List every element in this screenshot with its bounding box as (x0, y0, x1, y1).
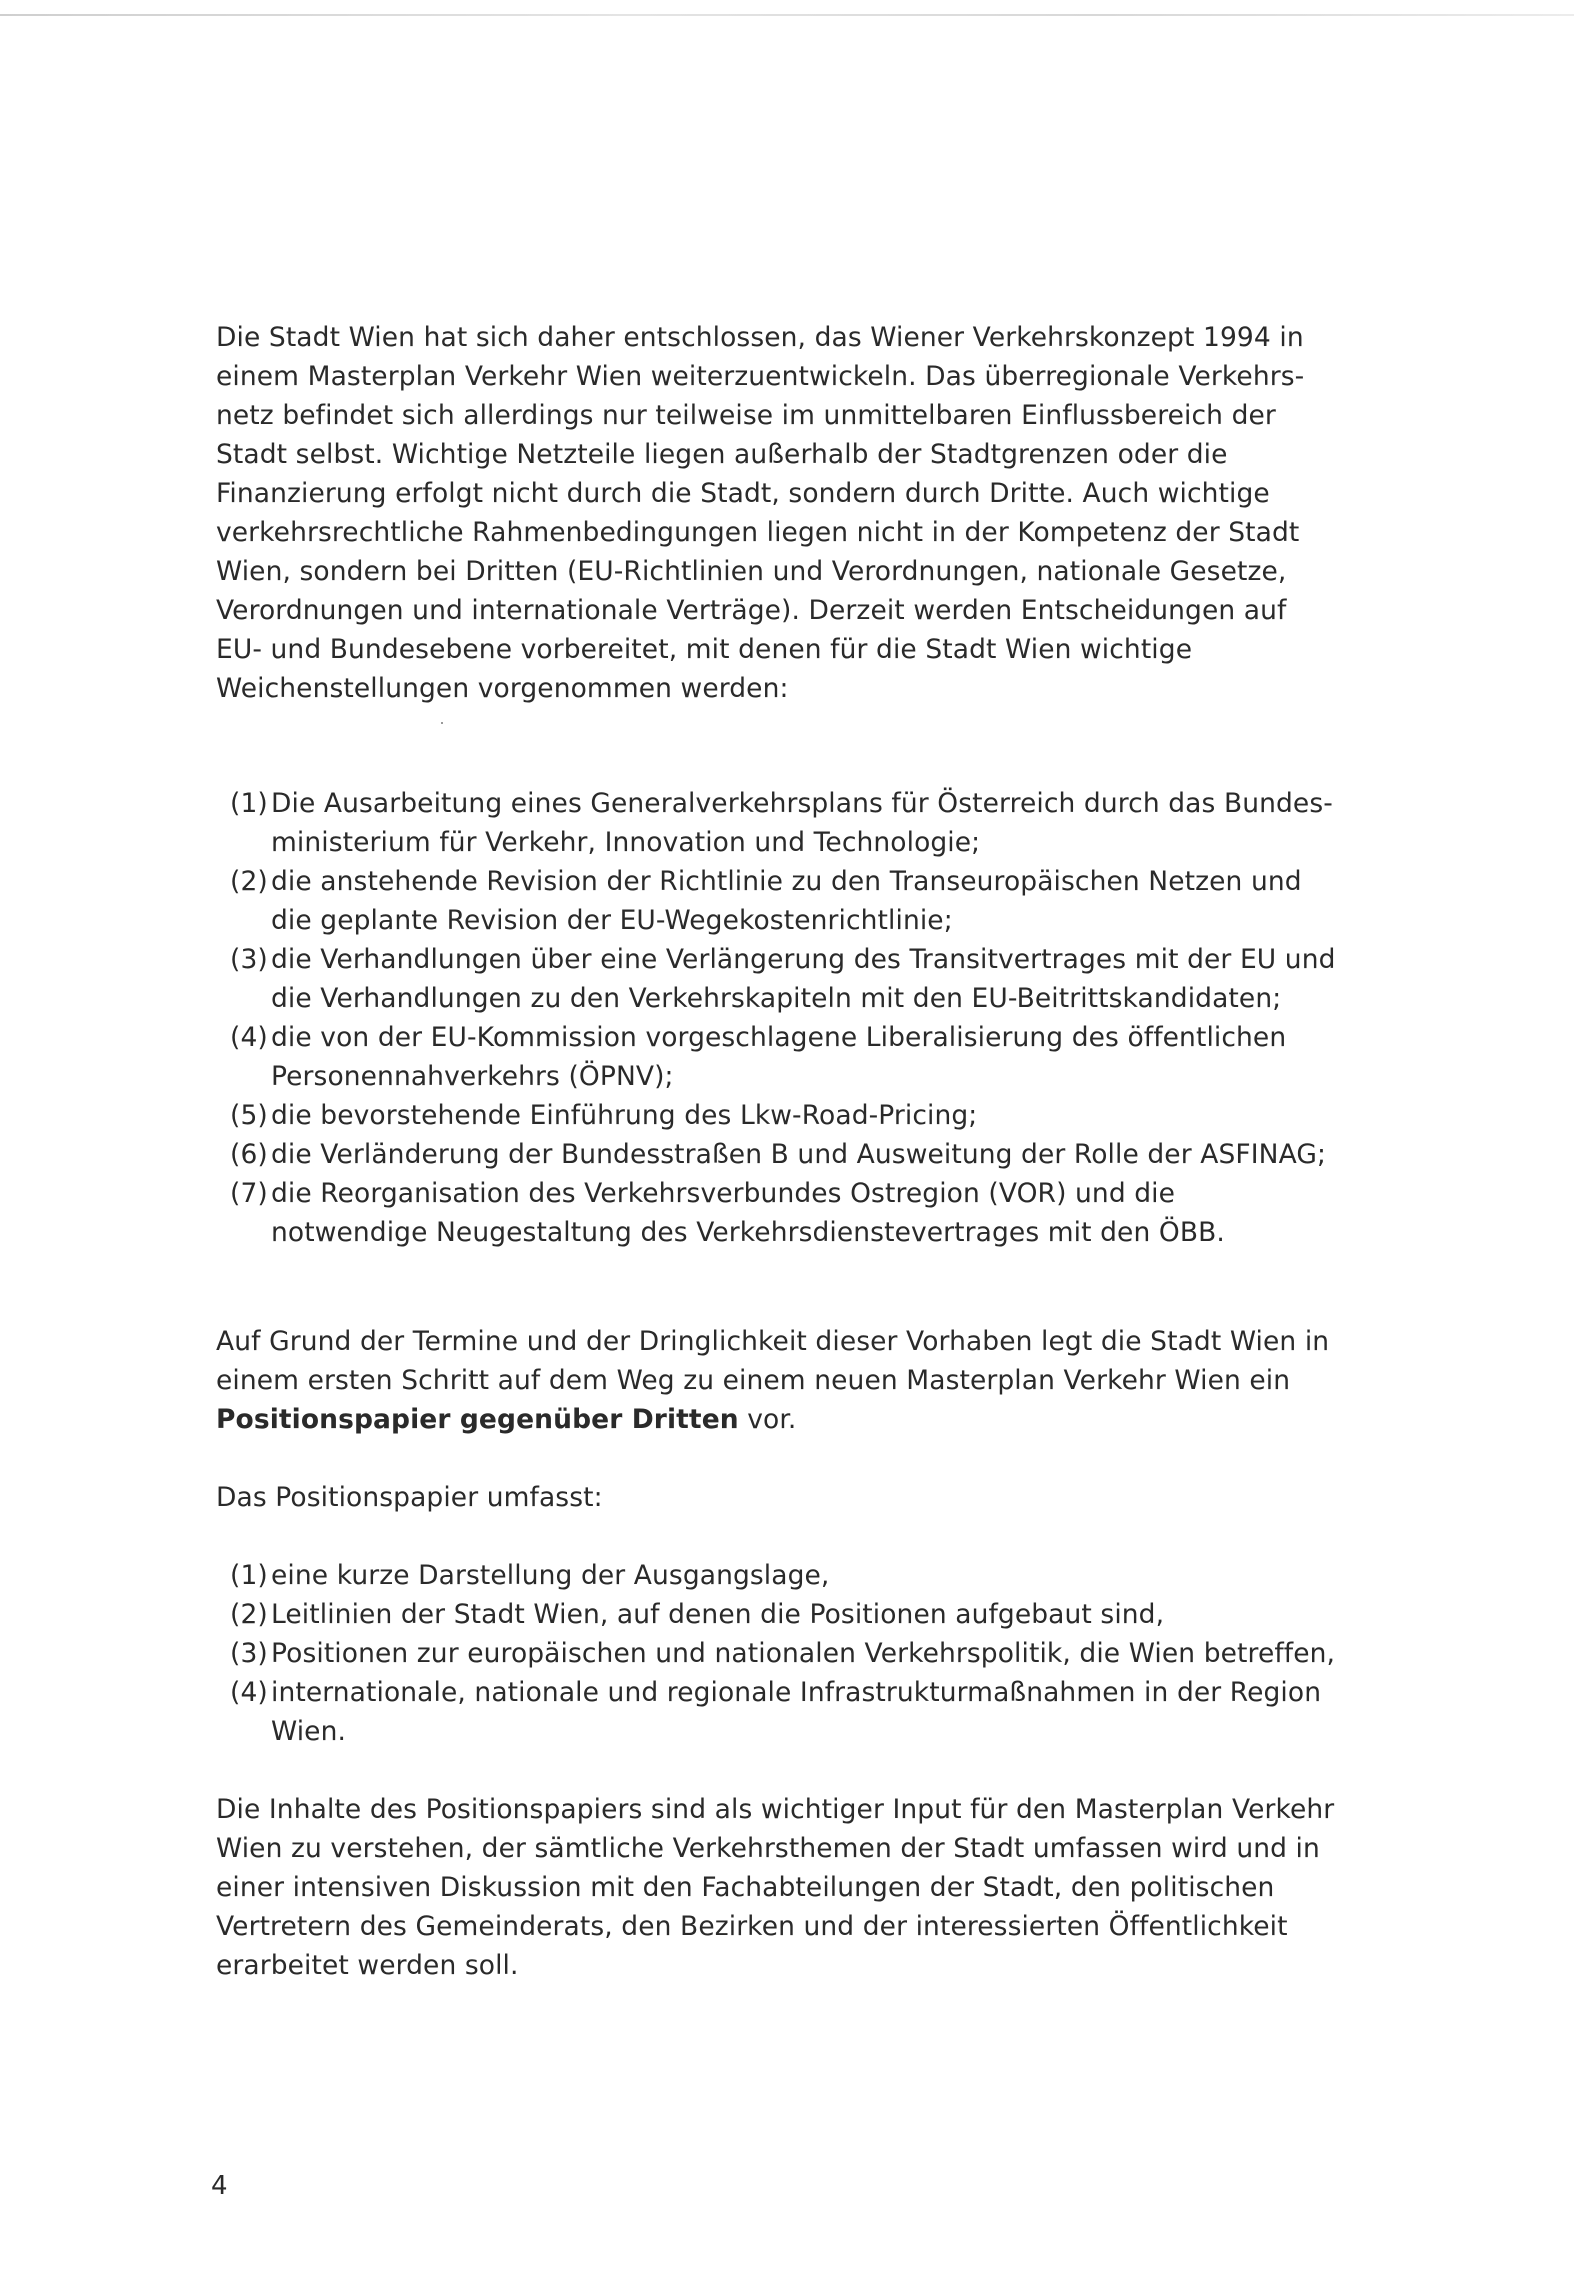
list-text: die bevorstehende Einführung des Lkw-Road-Pricing; (271, 1100, 978, 1131)
position-paragraph (216, 1322, 1336, 1439)
position-text-before: Auf Grund der Termine und der Dringlichkeit dieser Vorhaben legt die Stadt Wien in einem ersten Schritt auf dem Weg zu einem neuen Masterplan Verkehr Wien ein (216, 1326, 1330, 1396)
list-number: (4) (230, 1677, 268, 1708)
list-number: (3) (230, 1638, 268, 1669)
list-number: (3) (230, 944, 268, 975)
list-number: (5) (230, 1100, 268, 1131)
list-item (224, 1673, 1336, 1751)
decisions-list (224, 784, 1336, 1252)
list-item (224, 1556, 1336, 1595)
scan-edge-line (0, 14, 1574, 16)
list-number: (1) (230, 1560, 268, 1591)
list-text: Die Ausarbeitung eines Generalverkehrsplans für Österreich durch das Bundes-ministerium für Verkehr, Innovation und Technologie; (271, 788, 1333, 858)
list-item (224, 1634, 1336, 1673)
list-text: Leitlinien der Stadt Wien, auf denen die Positionen aufgebaut sind, (271, 1599, 1165, 1630)
position-text-after: vor. (738, 1404, 797, 1435)
list-text: die Reorganisation des Verkehrsverbundes Ostregion (VOR) und die notwendige Neugestaltung des Verkehrsdienstevertrages mit den ÖBB. (271, 1178, 1225, 1248)
list-text: Positionen zur europäischen und nationalen Verkehrspolitik, die Wien betreffen, (271, 1638, 1336, 1669)
list-number: (4) (230, 1022, 268, 1053)
list-number: (6) (230, 1139, 268, 1170)
list-text: die Verländerung der Bundesstraßen B und Ausweitung der Rolle der ASFINAG; (271, 1139, 1326, 1170)
list-item (224, 1595, 1336, 1634)
list-item (224, 862, 1336, 940)
list-text: die Verhandlungen über eine Verlängerung des Transitvertrages mit der EU und die Verhandlungen zu den Verkehrskapiteln mit den EU-Beitrittskandidaten; (271, 944, 1336, 1014)
list-item (224, 1096, 1336, 1135)
list-item (224, 1174, 1336, 1252)
document-body (216, 318, 1336, 1985)
list-text: eine kurze Darstellung der Ausgangslage, (271, 1560, 830, 1591)
final-paragraph: Die Inhalte des Positionspapiers sind als wichtiger Input für den Masterplan Verkehr Wien zu verstehen, der sämtliche Verkehrsthemen der Stadt umfassen wird und in einer intensiven Diskussion mit den Fachabteilungen der Stadt, den politischen Vertretern des Gemeinderats, den Bezirken und der interessierten Öffentlichkeit erarbeitet werden soll. (216, 1794, 1335, 1981)
list-text: internationale, nationale und regionale Infrastrukturmaßnahmen in der Region Wien. (271, 1677, 1322, 1747)
list-text: die anstehende Revision der Richtlinie zu den Transeuropäischen Netzen und die geplante Revision der EU-Wegekostenrichtlinie; (271, 866, 1302, 936)
list-item (224, 1018, 1336, 1096)
list-item (224, 784, 1336, 862)
contents-intro: Das Positionspapier umfasst: (216, 1482, 603, 1513)
page-number: 4 (211, 2171, 228, 2201)
list-text: die von der EU-Kommission vorgeschlagene Liberalisierung des öffentlichen Personennahverkehrs (ÖPNV); (271, 1022, 1287, 1092)
list-number: (2) (230, 1599, 268, 1630)
list-number: (7) (230, 1178, 268, 1209)
intro-paragraph: Die Stadt Wien hat sich daher entschlossen, das Wiener Verkehrskonzept 1994 in einem Masterplan Verkehr Wien weiterzuentwickeln. Das überregionale Verkehrs-netz befindet sich allerdings nur teilweise im unmittelbaren Einflussbereich der Stadt selbst. Wichtige Netzteile liegen außerhalb der Stadtgrenzen oder die Finanzierung erfolgt nicht durch die Stadt, sondern durch Dritte. Auch wichtige verkehrsrechtliche Rahmenbedingungen liegen nicht in der Kompetenz der Stadt Wien, sondern bei Dritten (EU-Richtlinien und Verordnungen, nationale Gesetze, Verordnungen und internationale Verträge). Derzeit werden Entscheidungen auf EU- und Bundesebene vorbereitet, mit denen für die Stadt Wien wichtige Weichenstellungen vorgenommen werden: (216, 322, 1305, 704)
list-number: (2) (230, 866, 268, 897)
list-item (224, 1135, 1336, 1174)
contents-list (224, 1556, 1336, 1751)
scan-speck (441, 722, 443, 724)
list-number: (1) (230, 788, 268, 819)
position-bold-text: Positionspapier gegenüber Dritten (216, 1404, 739, 1435)
list-item (224, 940, 1336, 1018)
